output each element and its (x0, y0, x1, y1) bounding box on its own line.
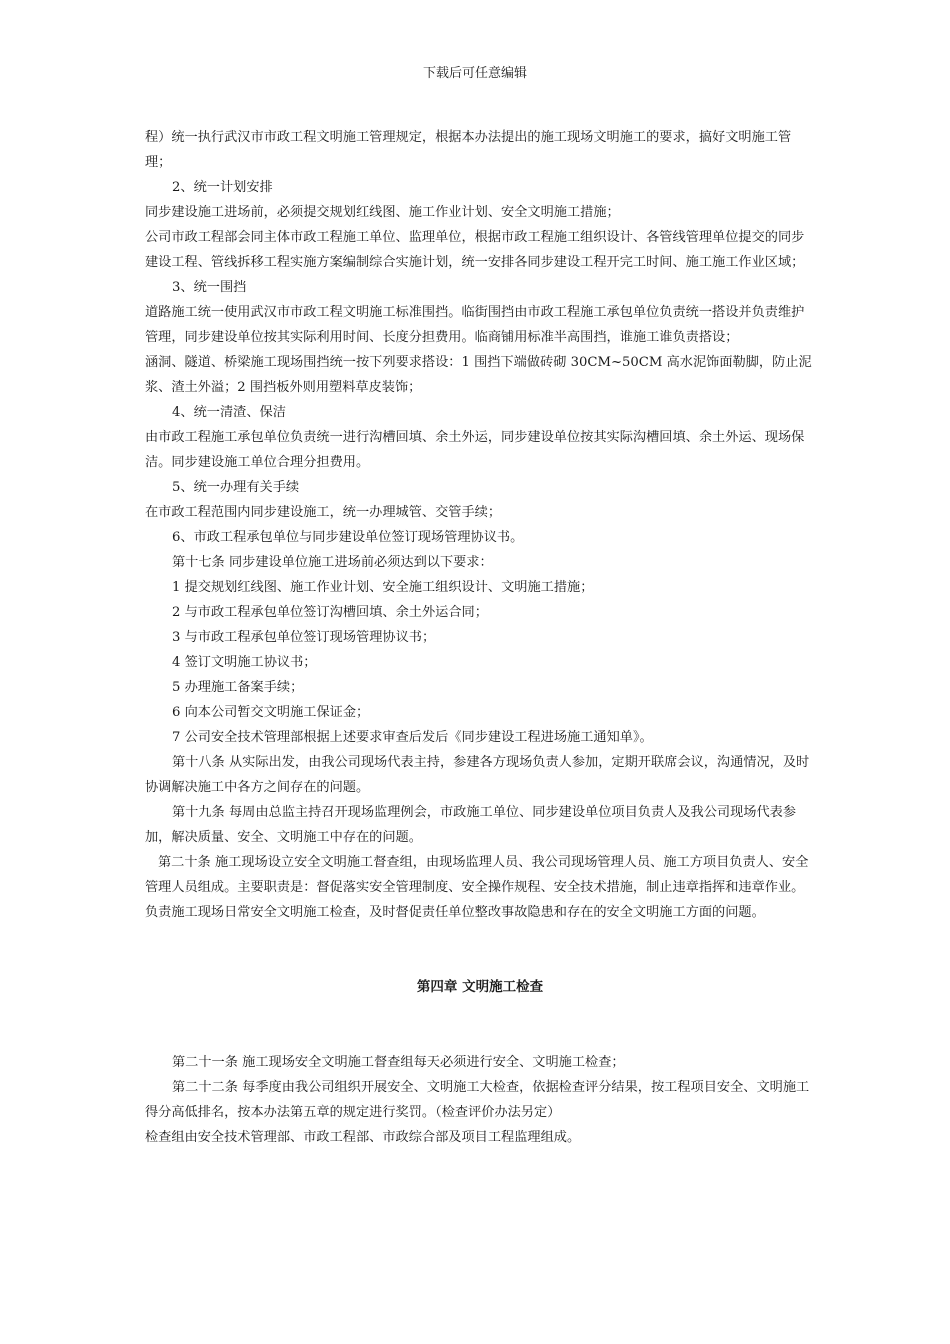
paragraph: 7 公司安全技术管理部根据上述要求审查后发后《同步建设工程进场施工通知单》。 (172, 730, 653, 745)
paragraph: 公司市政工程部会同主体市政工程施工单位、监理单位，根据市政工程施工组织设计、各管线管理单位提交的同步建设工程、管线拆移工程实施方案编制综合实施计划，统一安排各同步建设工程开完工时间、施工施工作业区域； (145, 230, 805, 270)
paragraph: 3 与市政工程承包单位签订现场管理协议书； (172, 630, 436, 645)
paragraph: 第二十二条 每季度由我公司组织开展安全、文明施工大检查，依据检查评分结果，按工程项目安全、文明施工得分高低排名，按本办法第五章的规定进行奖罚。（检查评价办法另定） (145, 1080, 810, 1120)
paragraph: 第二十一条 施工现场安全文明施工督查组每天必须进行安全、文明施工检查； (172, 1055, 625, 1070)
paragraph: 第二十条 施工现场设立安全文明施工督查组，由现场监理人员、我公司现场管理人员、施工方项目负责人、安全管理人员组成。主要职责是：督促落实安全管理制度、安全操作规程、安全技术措施，制止违章指挥和违章作业。负责施工现场日常安全文明施工检查，及时督促责任单位整改事故隐患和存在的安全文明施工方面的问题。 (145, 855, 809, 920)
paragraph: 2、统一计划安排 (172, 180, 273, 195)
paragraph: 5、统一办理有关手续 (172, 480, 300, 495)
paragraph: 同步建设施工进场前，必须提交规划红线图、施工作业计划、安全文明施工措施； (145, 205, 620, 220)
paragraph: 1 提交规划红线图、施工作业计划、安全施工组织设计、文明施工措施； (172, 580, 594, 595)
paragraph: 在市政工程范围内同步建设施工，统一办理城管、交管手续； (145, 505, 502, 520)
paragraph: 3、统一围挡 (172, 280, 247, 295)
document-body (145, 125, 815, 1150)
chapter-title: 第四章 文明施工检查 (416, 979, 544, 995)
page-header: 下载后可任意编辑 (422, 66, 527, 81)
paragraph: 4 签订文明施工协议书； (172, 655, 317, 670)
section-article-16-20 (145, 125, 815, 925)
paragraph: 第十九条 每周由总监主持召开现场监理例会，市政施工单位、同步建设单位项目负责人及我公司现场代表参加，解决质量、安全、文明施工中存在的问题。 (145, 805, 797, 845)
paragraph: 2 与市政工程承包单位签订沟槽回填、余土外运合同； (172, 605, 488, 620)
paragraph: 6、市政工程承包单位与同步建设单位签订现场管理协议书。 (172, 530, 524, 545)
paragraph: 由市政工程施工承包单位负责统一进行沟槽回填、余土外运，同步建设单位按其实际沟槽回填、余土外运、现场保洁。同步建设施工单位合理分担费用。 (145, 430, 805, 470)
paragraph: 4、统一清渣、保洁 (172, 405, 286, 420)
section-article-21-22 (145, 1050, 815, 1150)
paragraph: 道路施工统一使用武汉市市政工程文明施工标准围挡。临街围挡由市政工程施工承包单位负责统一搭设并负责维护管理，同步建设单位按其实际利用时间、长度分担费用。临商铺用标准半高围挡，谁施工谁负责搭设； (145, 305, 805, 345)
paragraph: 程）统一执行武汉市市政工程文明施工管理规定，根据本办法提出的施工现场文明施工的要求，搞好文明施工管理； (145, 130, 792, 170)
paragraph: 5 办理施工备案手续； (172, 680, 304, 695)
paragraph: 检查组由安全技术管理部、市政工程部、市政综合部及项目工程监理组成。 (145, 1130, 581, 1145)
paragraph: 第十七条 同步建设单位施工进场前必须达到以下要求： (172, 555, 493, 570)
paragraph: 第十八条 从实际出发，由我公司现场代表主持，参建各方现场负责人参加，定期开联席会议，沟通情况，及时协调解决施工中各方之间存在的问题。 (145, 755, 810, 795)
paragraph: 涵洞、隧道、桥梁施工现场围挡统一按下列要求搭设：1 围挡下端做砖砌 30CM~50CM 高水泥饰面勒脚，防止泥浆、渣土外溢；2 围挡板外则用塑料草皮装饰； (145, 355, 812, 395)
paragraph: 6 向本公司暂交文明施工保证金； (172, 705, 370, 720)
